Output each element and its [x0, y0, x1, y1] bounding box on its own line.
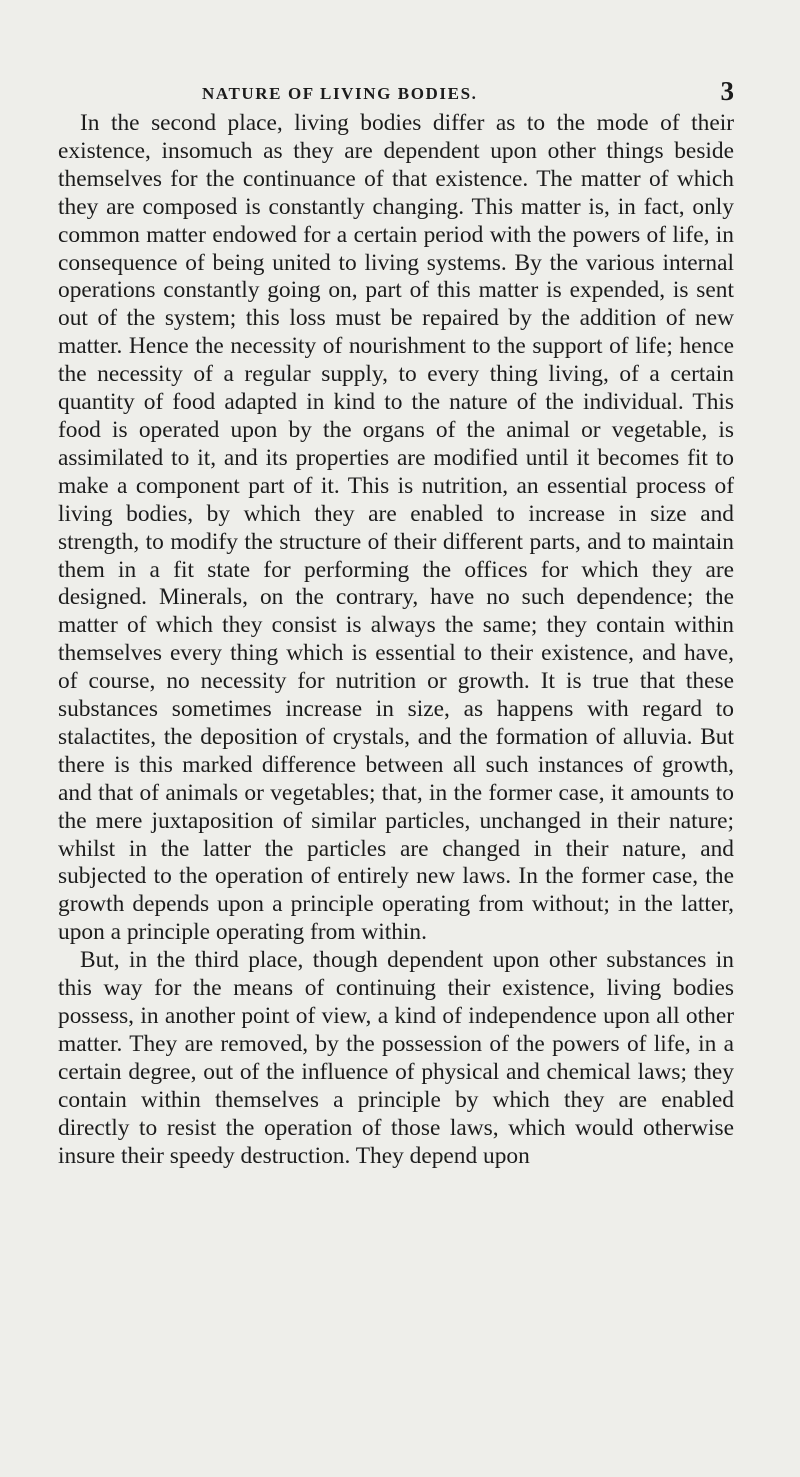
page-number: 3 — [720, 76, 734, 106]
running-title: NATURE OF LIVING BODIES. — [202, 84, 478, 103]
running-head — [58, 76, 734, 110]
paragraph-1: In the second place, living bodies differ as to the mode of their existence, insomuch as they are dependent upon other things beside themselves for the continuance of that existence. The matter of which they are composed is constantly changing. This matter is, in fact, only common matter endowed for a certain period with the powers of life, in consequence of being united to living systems. By the various internal operations constantly going on, part of this matter is expended, is sent out of the system; this loss must be repaired by the addition of new matter. Hence the necessity of nourishment to the support of life; hence the necessity of a regular supply, to every thing living, of a certain quantity of food adapted in kind to the nature of the individual. This food is operated upon by the organs of the animal or vegetable, is assimilated to it, and its properties are modified until it becomes fit to make a component part of it. This is nutrition, an essential process of living bodies, by which they are enabled to increase in size and strength, to modify the structure of their different parts, and to maintain them in a fit state for performing the offices for which they are designed. Minerals, on the contrary, have no such dependence; the matter of which they consist is always the same; they contain within themselves every thing which is essential to their existence, and have, of course, no necessity for nutrition or growth. It is true that these substances sometimes increase in size, as happens with regard to stalactites, the deposition of crystals, and the formation of alluvia. But there is this marked difference between all such instances of growth, and that of animals or vegetables; that, in the former case, it amounts to the mere juxtaposition of similar particles, unchanged in their nature; whilst in the latter the particles are changed in their nature, and subjected to the operation of entirely new laws. In the former case, the growth depends upon a principle operating from without; in the latter, upon a principle operating from within. — [58, 110, 734, 946]
book-page — [58, 76, 734, 1170]
paragraph-2: But, in the third place, though dependent upon other substances in this way for the means of continuing their existence, living bodies possess, in another point of view, a kind of independence upon all other matter. They are removed, by the possession of the powers of life, in a certain degree, out of the influence of physical and chemical laws; they contain within themselves a principle by which they are enabled directly to resist the operation of those laws, which would otherwise insure their speedy destruction. They depend upon — [58, 947, 734, 1169]
body-text — [58, 110, 734, 1170]
